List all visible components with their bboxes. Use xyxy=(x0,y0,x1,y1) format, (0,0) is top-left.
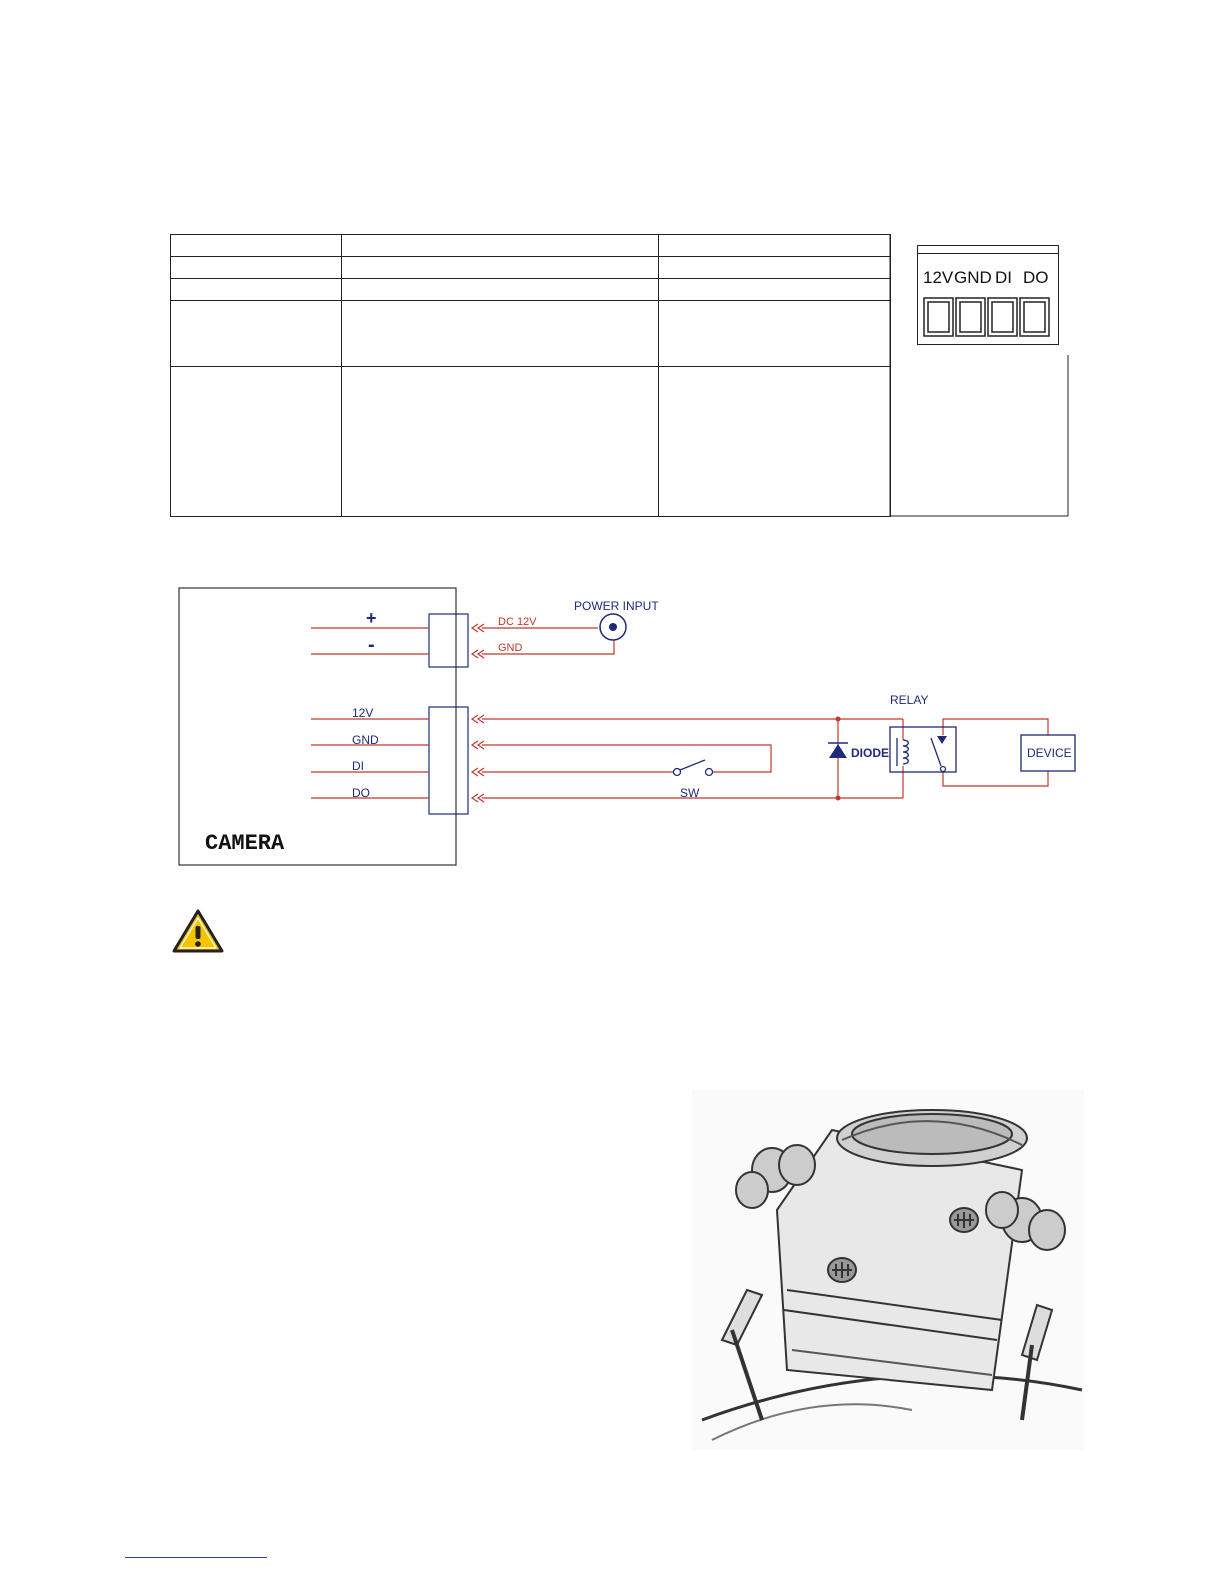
switch-icon xyxy=(674,760,713,776)
switch-label: SW xyxy=(680,786,700,800)
relay-label: RELAY xyxy=(890,693,929,707)
io-label-do: DO xyxy=(352,786,370,800)
io-label-gnd: GND xyxy=(352,733,379,747)
io-label-di: DI xyxy=(352,759,364,773)
diode-label: DIODE xyxy=(851,746,890,760)
camera-lens-illustration xyxy=(692,1090,1084,1450)
power-plus-label: + xyxy=(366,608,377,628)
io-label-12v: 12V xyxy=(352,706,374,720)
camera-box xyxy=(179,588,456,865)
gnd-power-label: GND xyxy=(498,642,523,654)
power-input-label: POWER INPUT xyxy=(574,599,659,613)
camera-label: CAMERA xyxy=(205,831,285,856)
footer-rule xyxy=(125,1557,267,1558)
power-minus-label: - xyxy=(368,634,375,656)
warning-triangle-icon xyxy=(172,908,224,954)
io-connector xyxy=(429,707,468,814)
terminal-label-gnd: GND xyxy=(954,268,992,287)
terminal-label-di: DI xyxy=(995,268,1012,287)
terminal-label-do: DO xyxy=(1023,268,1049,287)
device-label: DEVICE xyxy=(1027,746,1072,760)
terminal-label-12v: 12V xyxy=(923,268,954,287)
dc12v-label: DC 12V xyxy=(498,616,537,628)
power-connector xyxy=(429,614,468,667)
relay-icon xyxy=(890,727,956,772)
